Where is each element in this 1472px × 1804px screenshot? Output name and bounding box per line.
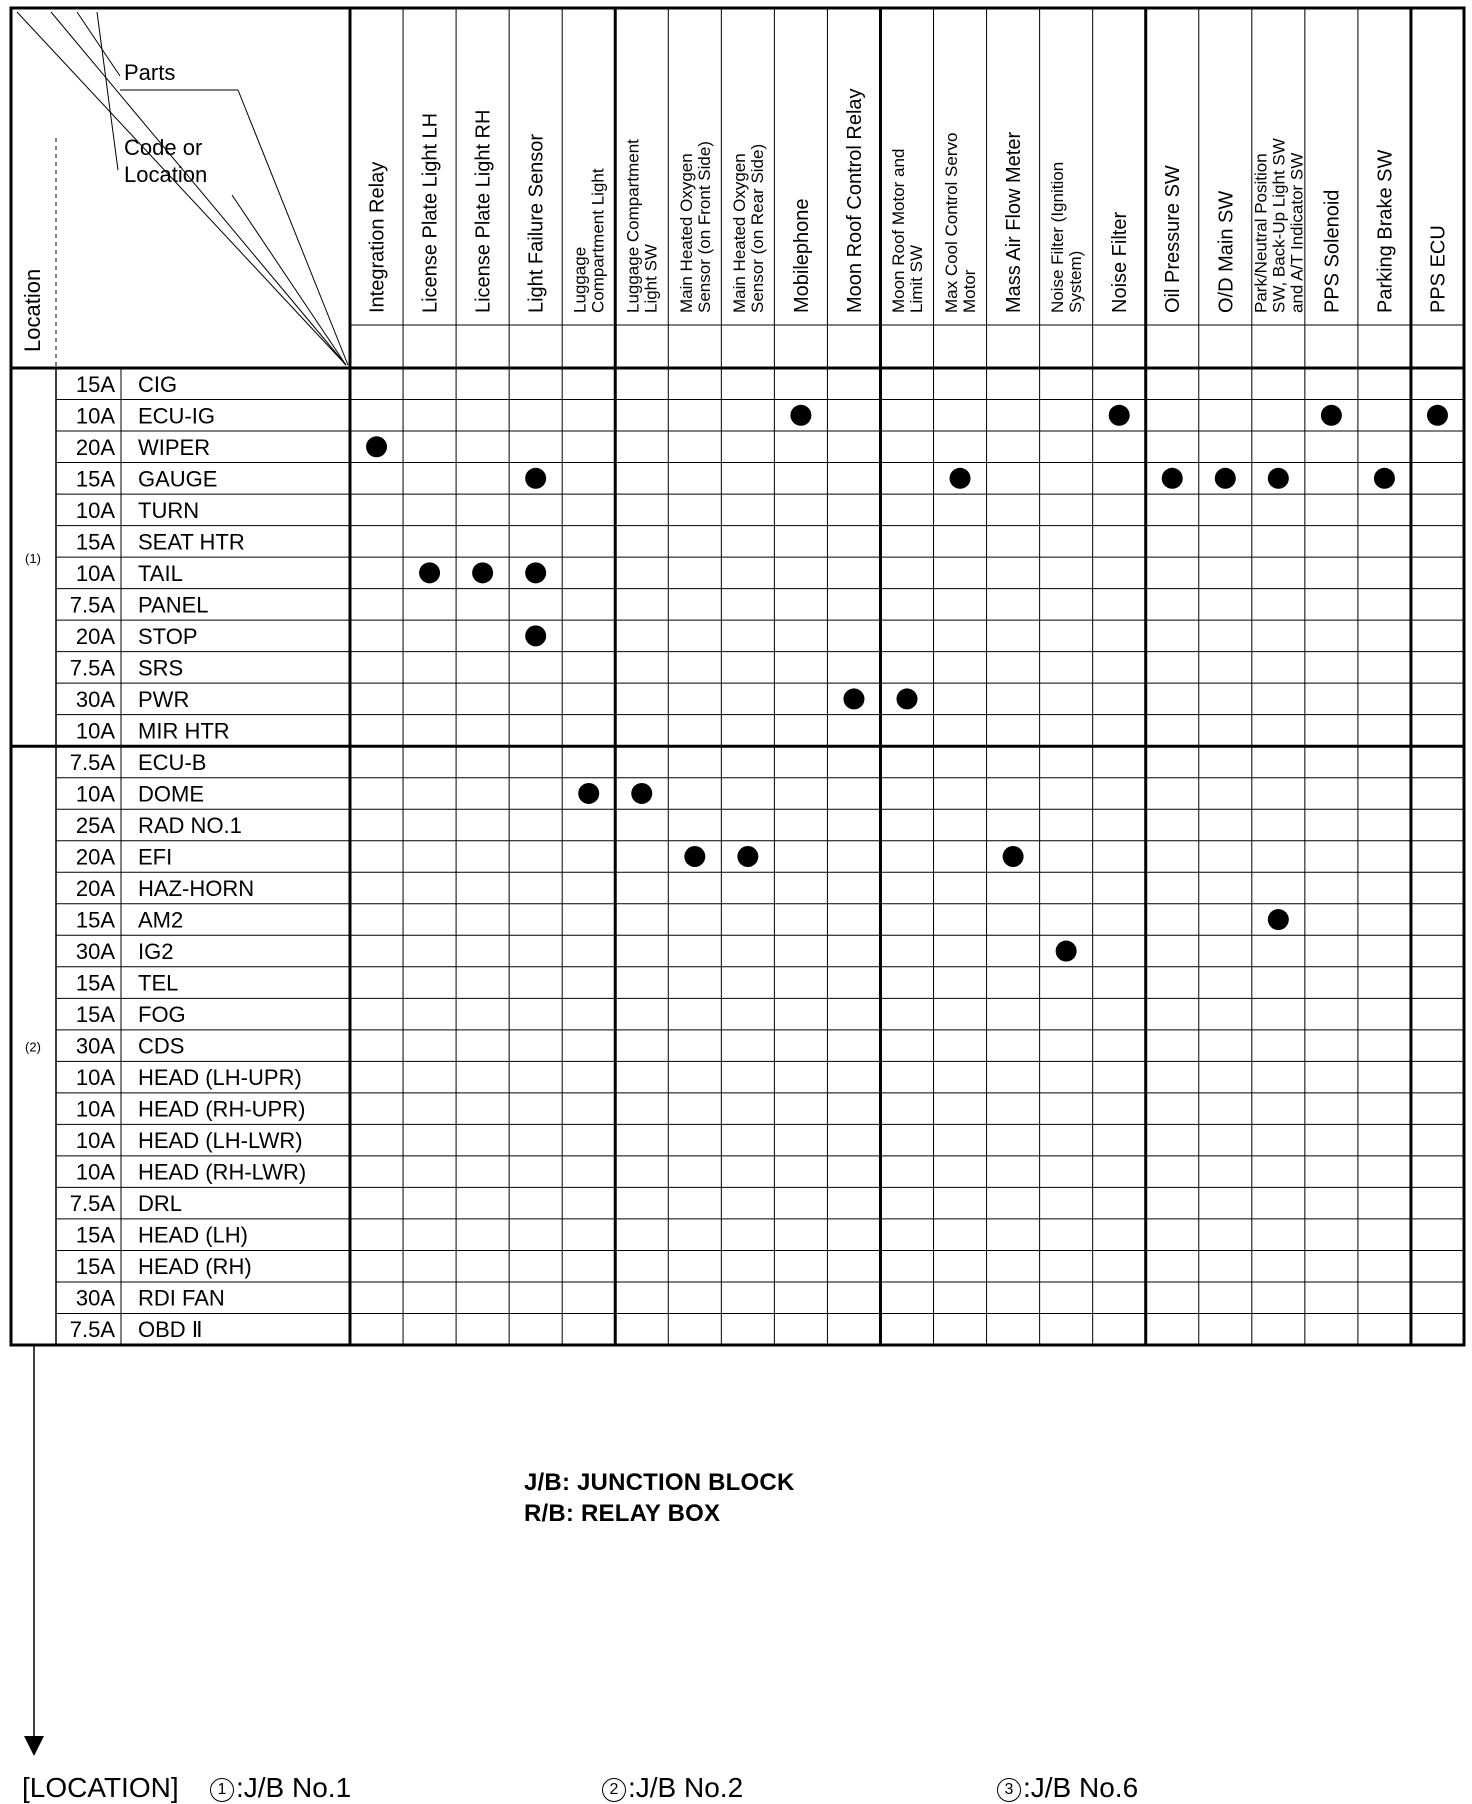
column-header-8: Main Heated Oxygen [729,153,749,313]
fuse-code: FOG [138,1002,186,1028]
circled-number-2: 2 [602,1778,626,1802]
connection-dot [472,562,493,583]
fuse-code: CIG [138,371,178,397]
circled-number-1: 1 [210,1778,234,1802]
fuse-amp: 15A [75,371,115,397]
column-header-18: SW, Back-Up Light SW [1269,138,1289,313]
legend-jb: J/B: JUNCTION BLOCK [524,1469,795,1496]
location-key-3-text: :J/B No.6 [1023,1772,1139,1803]
column-header-11: Moon Roof Motor and [888,148,908,313]
code-label-line2: Location [124,162,208,187]
connection-dot [897,688,918,709]
column-header-1: Integration Relay [366,161,389,313]
column-header-20: Parking Brake SW [1374,149,1397,313]
header-diagonal-1 [17,12,346,365]
column-header-7: Sensor (on Front Side) [694,141,714,313]
fuse-amp: 15A [75,907,115,933]
connection-dot [737,846,758,867]
column-header-5: Luggage [570,246,590,313]
parts-leader-diagonal [238,90,348,365]
connection-dot [525,562,546,583]
connection-dot [1374,468,1395,489]
fuse-amp: 30A [75,1033,115,1059]
group-location-label: (2) [25,1039,41,1055]
fuse-amp: 20A [75,434,115,460]
group-location-label: (1) [25,551,41,567]
column-header-5: Compartment Light [588,168,608,313]
fuse-amp: 15A [75,1222,115,1248]
fuse-code: ECU-B [138,749,207,775]
connection-dot [419,562,440,583]
circled-number-3: 3 [997,1778,1021,1802]
fuse-amp: 15A [75,529,115,555]
fuse-code: HEAD (RH) [138,1254,252,1280]
column-header-18: Park/Neutral Position [1251,153,1271,313]
fuse-amp: 15A [75,1254,115,1280]
column-header-4: Light Failure Sensor [525,134,548,313]
fuse-code: SRS [138,655,184,681]
fuse-code: TURN [138,497,200,523]
fuse-amp: 10A [75,718,115,744]
connection-dot [1056,941,1077,962]
fuse-code: SEAT HTR [138,529,245,555]
fuse-code: HEAD (LH-UPR) [138,1065,302,1091]
fuse-amp: 10A [75,1128,115,1154]
location-header-label: Location [20,268,45,352]
connection-dot [1268,909,1289,930]
fuse-amp: 10A [75,1065,115,1091]
code-label-line1: Code or [124,135,203,160]
parts-label: Parts [124,60,176,85]
fuse-amp: 15A [75,970,115,996]
location-key-2-text: :J/B No.2 [628,1772,744,1803]
fuse-amp: 10A [75,1096,115,1122]
fuse-code: GAUGE [138,466,218,492]
connection-dot [950,468,971,489]
connection-dot [1162,468,1183,489]
column-header-12: Max Cool Control Servo [941,132,961,313]
fuse-amp: 10A [75,560,115,586]
fuse-code: STOP [138,623,198,649]
fuse-code: PWR [138,686,190,712]
fuse-code: RDI FAN [138,1285,225,1311]
column-header-10: Moon Roof Control Relay [843,88,866,313]
fuse-code: TAIL [138,560,183,586]
header-diagonal-2 [51,12,346,365]
location-key-3 [997,1772,1138,1804]
fuse-amp: 30A [75,1285,115,1311]
connection-dot [843,688,864,709]
column-header-15: Noise Filter [1109,211,1132,313]
column-header-19: PPS Solenoid [1321,189,1344,313]
column-header-8: Sensor (on Rear Side) [747,143,767,313]
fuse-amp: 20A [75,623,115,649]
connection-dot [525,625,546,646]
fuse-code: HEAD (LH) [138,1222,249,1248]
location-key-prefix: [LOCATION] [22,1772,179,1803]
connection-dot [631,783,652,804]
location-key-2 [602,1772,743,1804]
connection-dot [1427,405,1448,426]
code-leader-diagonal [232,195,346,365]
legend-rb: R/B: RELAY BOX [524,1500,721,1527]
connection-dot [525,468,546,489]
fuse-amp: 20A [75,876,115,902]
location-arrow-head [24,1736,44,1756]
column-header-13: Mass Air Flow Meter [1003,131,1026,313]
fuse-code: EFI [138,844,173,870]
fuse-code: HEAD (LH-LWR) [138,1128,303,1154]
fuse-code: HEAD (RH-LWR) [138,1159,307,1185]
column-header-11: Limit SW [906,245,926,313]
connection-dot [1268,468,1289,489]
fuse-code: MIR HTR [138,718,230,744]
connection-dot [1109,405,1130,426]
column-header-2: License Plate Light LH [419,112,442,313]
column-header-16: Oil Pressure SW [1162,165,1185,313]
fuse-code: AM2 [138,907,184,933]
fuse-amp: 10A [75,1159,115,1185]
fuse-code: OBD Ⅱ [138,1317,203,1343]
fuse-code: HAZ-HORN [138,876,255,902]
fuse-code: IG2 [138,939,174,965]
fuse-amp: 30A [75,686,115,712]
connection-dot [578,783,599,804]
column-header-17: O/D Main SW [1215,190,1238,313]
code-diagonal [97,12,118,170]
column-header-21: PPS ECU [1427,225,1450,313]
fuse-code: TEL [138,970,179,996]
connection-dot [1215,468,1236,489]
column-header-9: Mobilephone [790,198,813,313]
fuse-code: ECU-IG [138,403,215,429]
fuse-code: RAD NO.1 [138,812,242,838]
fuse-amp: 10A [75,781,115,807]
column-header-7: Main Heated Oxygen [676,153,696,313]
fuse-code: DRL [138,1191,183,1217]
fuse-code: CDS [138,1033,185,1059]
fuse-amp: 7.5A [69,1191,115,1217]
fuse-amp: 20A [75,844,115,870]
connection-dot [790,405,811,426]
fuse-code: PANEL [138,592,209,618]
column-header-14: System) [1066,250,1086,313]
column-header-3: License Plate Light RH [472,109,495,313]
location-key-1 [210,1772,351,1804]
fuse-code: HEAD (RH-UPR) [138,1096,306,1122]
fuse-amp: 30A [75,939,115,965]
connection-dot [1003,846,1024,867]
column-header-6: Light SW [641,244,661,313]
column-header-14: Noise Filter (Ignition [1048,161,1068,313]
fuse-code: DOME [138,781,204,807]
connection-dot [684,846,705,867]
fuse-amp: 7.5A [69,592,115,618]
location-key-1-text: :J/B No.1 [236,1772,352,1803]
fuse-amp: 10A [75,497,115,523]
fuse-amp: 25A [75,812,115,838]
fuse-code: WIPER [138,434,211,460]
connection-dot [366,436,387,457]
connection-dot [1321,405,1342,426]
column-header-18: and A/T Indicator SW [1287,152,1307,313]
fuse-amp: 15A [75,1002,115,1028]
fuse-amp: 15A [75,466,115,492]
column-header-6: Luggage Compartment [623,139,643,313]
fuse-amp: 7.5A [69,749,115,775]
column-header-12: Motor [959,269,979,313]
fuse-amp: 7.5A [69,1317,115,1343]
fuse-amp: 7.5A [69,655,115,681]
fuse-amp: 10A [75,403,115,429]
